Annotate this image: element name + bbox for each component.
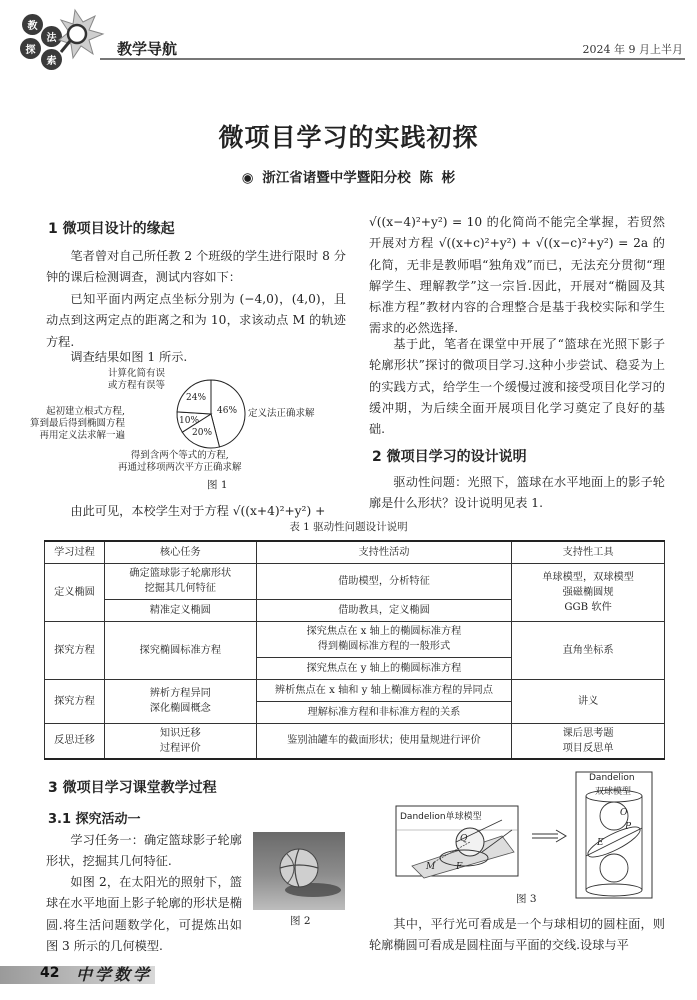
point-label: O — [620, 808, 628, 818]
paragraph: 其中，平行光可看成是一个与球相切的圆柱面，则轮廓椭圆可看成是圆柱面与平面的交线.设球与平 — [369, 917, 665, 953]
table-cell: 知识迁移 过程评价 — [104, 723, 256, 759]
model-label: Dandelion — [589, 773, 635, 783]
logo-char: 教 — [22, 14, 43, 35]
table-cell: 讲义 — [512, 679, 665, 723]
table-header: 学习过程 — [45, 541, 105, 563]
magnifier-leaf-icon — [55, 4, 107, 62]
paragraph: 笔者曾对自己所任教 2 个班级的学生进行限时 8 分钟的课后检测调查，测试内容如下： — [46, 249, 346, 285]
table-cell: 反思迁移 — [45, 723, 105, 759]
heading-subsection-3-1: 3.1 探究活动一 — [48, 812, 141, 827]
figure-3 — [382, 770, 672, 905]
paragraph: √((x−4)²+y²) = 10 的化简尚不能完全掌握，若贸然开展对方程 √((x+c)²+y²) + √((x−c)²+y²) = 2a 的化简，无非是教师唱“独角戏”而已，无法充分贯彻“理解学生、理解教学”这一宗旨.因此，开展对“椭圆及其标准方程”教材内容的合理整合是基于我校实际和学生需求的必然选择. — [369, 215, 665, 336]
pie-pct-label: 20% — [192, 428, 213, 438]
pie-pct-label: 10% — [179, 416, 200, 426]
table-cell: 定义椭圆 — [45, 563, 105, 621]
heading-section-3: 3 微项目学习课堂教学过程 — [48, 780, 217, 796]
table-cell: 辨析方程异同 深化椭圆概念 — [104, 679, 256, 723]
pie-label-left: 起初建立根式方程, 算到最后得到椭圆方程 再用定义法求解一遍 — [30, 406, 126, 441]
paragraph: 学习任务一：确定篮球影子轮廓形状，挖掘其几何特征. — [46, 833, 242, 869]
figure-caption: 图 2 — [290, 915, 311, 927]
table-cell: 探究方程 — [45, 621, 105, 679]
table-caption: 表 1 驱动性问题设计说明 — [289, 521, 408, 533]
heading-section-1: 1 微项目设计的缘起 — [48, 221, 175, 237]
paragraph: 驱动性问题：光照下，篮球在水平地面上的影子轮廓是什么形状？设计说明见表 1. — [369, 475, 665, 511]
point-label: M — [426, 862, 436, 872]
paragraph: 由此可见，本校学生对于方程 √((x+4)²+y²) + — [70, 504, 326, 518]
pie-label-bottom: 得到含两个等式的方程, 再通过移项两次平方正确求解 — [118, 450, 242, 473]
table-cell: 单球模型，双球模型 强磁椭圆规 GGB 软件 — [512, 563, 665, 621]
table-cell: 借助教具，定义椭圆 — [256, 599, 512, 621]
page-number: 42 — [40, 965, 60, 981]
section-name: 教学导航 — [117, 40, 178, 58]
basketball-photo — [253, 832, 345, 910]
pie-label-top: 计算化简有误 或方程有误等 — [108, 368, 166, 391]
table-cell: 确定篮球影子轮廓形状 挖掘其几何特征 — [104, 563, 256, 599]
heading-section-2: 2 微项目学习的设计说明 — [372, 449, 527, 465]
point-label: F — [456, 862, 463, 872]
point-label: P — [625, 822, 632, 832]
design-table — [44, 540, 665, 760]
article-title: 微项目学习的实践初探 — [218, 123, 479, 152]
table-cell: 精准定义椭圆 — [104, 599, 256, 621]
logo-char: 索 — [41, 49, 62, 70]
issue-date: 2024 年 9 月上半月 — [582, 43, 683, 56]
table-cell: 探究焦点在 y 轴上的椭圆标准方程 — [256, 657, 512, 679]
figure-caption: 图 3 — [516, 893, 537, 905]
table-cell: 探究方程 — [45, 679, 105, 723]
pie-pct-label: 46% — [217, 406, 238, 416]
table-header: 支持性工具 — [512, 541, 665, 563]
paragraph: 调查结果如图 1 所示. — [70, 350, 188, 364]
pie-pct-label: 24% — [186, 393, 207, 403]
table-cell: 理解标准方程和非标准方程的关系 — [256, 701, 512, 723]
table-cell: 辨析焦点在 x 轴和 y 轴上椭圆标准方程的异同点 — [256, 679, 512, 701]
figure-1 — [30, 368, 350, 498]
figure-caption: 图 1 — [207, 479, 228, 491]
table-cell: 鉴别油罐车的截面形状；使用量规进行评价 — [256, 723, 512, 759]
article-author: ◉ 浙江省诸暨中学暨阳分校 陈 彬 — [241, 170, 456, 186]
basketball-icon — [253, 832, 345, 910]
pie-label-right: 定义法正确求解 — [248, 408, 315, 419]
table-cell: 课后思考题 项目反思单 — [512, 723, 665, 759]
journal-logo — [10, 4, 105, 67]
model-label: 双球模型 — [595, 787, 632, 797]
paragraph: 如图 2，在太阳光的照射下，篮球在水平地面上影子轮廓的形状是椭圆.将生活问题数学化，可提炼出如图 3 所示的几何模型. — [46, 875, 242, 953]
table-cell: 探究焦点在 x 轴上的椭圆标准方程 得到椭圆标准方程的一般形式 — [256, 621, 512, 657]
logo-char: 探 — [20, 38, 41, 59]
table-header: 支持性活动 — [256, 541, 512, 563]
point-label: E — [597, 838, 604, 848]
table-cell: 直角坐标系 — [512, 621, 665, 679]
paragraph: 基于此，笔者在课堂中开展了“篮球在光照下影子轮廓形状”探讨的微项目学习.这种小步尝试、稳妥为上的实践方式，给学生一个缓慢过渡和接受项目化学习的缓冲期，为后续全面开展项目化学习奠定了良好的基础. — [369, 337, 665, 437]
header-rule — [100, 58, 685, 60]
table-cell: 借助模型，分析特征 — [256, 563, 512, 599]
table-header: 核心任务 — [104, 541, 256, 563]
paragraph: 已知平面内两定点坐标分别为 (−4,0)，(4,0)，且动点到这两定点的距离之和为 10，求该动点 M 的轨迹方程. — [46, 292, 346, 349]
point-label: Q — [460, 834, 468, 844]
logo-char: 法 — [41, 26, 62, 47]
table-cell: 探究椭圆标准方程 — [104, 621, 256, 679]
model-label: Dandelion单球模型 — [400, 812, 482, 822]
journal-name: 中学数学 — [76, 965, 153, 984]
